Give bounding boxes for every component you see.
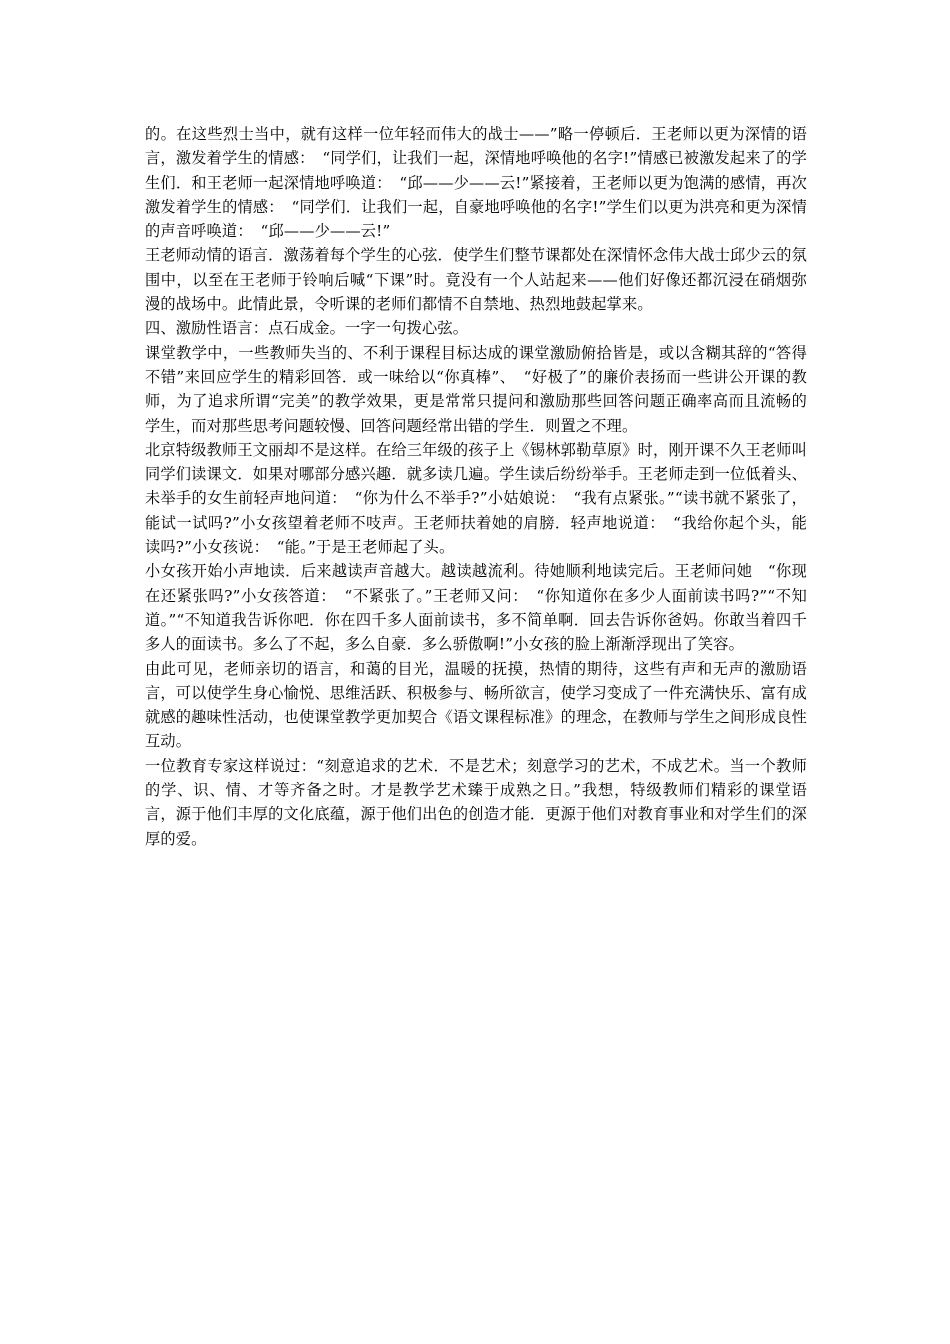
paragraph-7: 由此可见，老师亲切的语言，和蔼的目光，温暖的抚摸，热情的期待，这些有声和无声的激励语言，可以使学生身心愉悦、思维活跃、积极参与、畅所欲言，使学习变成了一件充满快乐、富有成就感的趣味性活动，也使课堂教学更加契合《语文课程标准》的理念，在教师与学生之间形成良性互动。 <box>145 659 807 751</box>
paragraph-1: 的。在这些烈士当中，就有这样一位年轻而伟大的战士——”略一停顿后．王老师以更为深情的语言，激发着学生的情感： “同学们，让我们一起，深情地呼唤他的名字!”情感已被激发起来了的学生们．和王老师一起深情地呼唤道： “邱——少——云!”紧接着，王老师以更为饱满的感情，再次激发着学生的情感： “同学们．让我们一起，自豪地呼唤他的名字!”学生们以更为洪亮和更为深情的声音呼唤道： “邱——少——云!” <box>145 125 807 241</box>
document-page <box>145 122 807 851</box>
paragraph-8: 一位教育专家这样说过：“刻意追求的艺术．不是艺术；刻意学习的艺术，不成艺术。当一个教师的学、识、情、才等齐备之时。才是教学艺术臻于成熟之日。”我想，特级教师们精彩的课堂语言，源于他们丰厚的文化底蕴，源于他们出色的创造才能．更源于他们对教育事业和对学生们的深厚的爱。 <box>145 756 807 848</box>
paragraph-4: 课堂教学中，一些教师失当的、不利于课程目标达成的课堂激励俯拾皆是，或以含糊其辞的“答得不错”来回应学生的精彩回答．或一味给以“你真棒”、 “好极了”的廉价表扬而一些讲公开课的教师，为了追求所谓“完美”的教学效果，更是常常只提问和激励那些回答问题正确率高而且流畅的学生，而对那些思考问题较慢、回答问题经常出错的学生．则置之不理。 <box>145 343 807 435</box>
paragraph-5: 北京特级教师王文丽却不是这样。在给三年级的孩子上《锡林郭勒草原》时，刚开课不久王老师叫同学们读课文．如果对哪部分感兴趣．就多读几遍。学生读后纷纷举手。王老师走到一位低着头、未举手的女生前轻声地问道： “你为什么不举手?”小姑娘说： “我有点紧张。”“读书就不紧张了，能试一试吗?”小女孩望着老师不吱声。王老师扶着她的肩膀．轻声地说道： “我给你起个头，能读吗?”小女孩说： “能。”于是王老师起了头。 <box>145 440 807 557</box>
paragraph-6: 小女孩开始小声地读．后来越读声音越大。越读越流利。待她顺利地读完后。王老师问她 “你现在还紧张吗?”小女孩答道： “不紧张了。”王老师又问： “你知道你在多少人面前读书吗?”“不知道。”“不知道我告诉你吧．你在四千多人面前读书，多不简单啊．回去告诉你爸妈。你敢当着四千多人的面读书。多么了不起，多么自豪．多么骄傲啊!”小女孩的脸上渐渐浮现出了笑容。 <box>145 562 807 654</box>
paragraph-2: 王老师动情的语言．激荡着每个学生的心弦．使学生们整节课都处在深情怀念伟大战士邱少云的氛围中，以至在王老师于铃响后喊“下课”时。竟没有一个人站起来——他们好像还都沉浸在硝烟弥漫的战场中。此情此景，令听课的老师们都情不自禁地、热烈地鼓起掌来。 <box>145 246 807 314</box>
section-heading: 四、激励性语言：点石成金。一字一句拨心弦。 <box>145 319 469 338</box>
